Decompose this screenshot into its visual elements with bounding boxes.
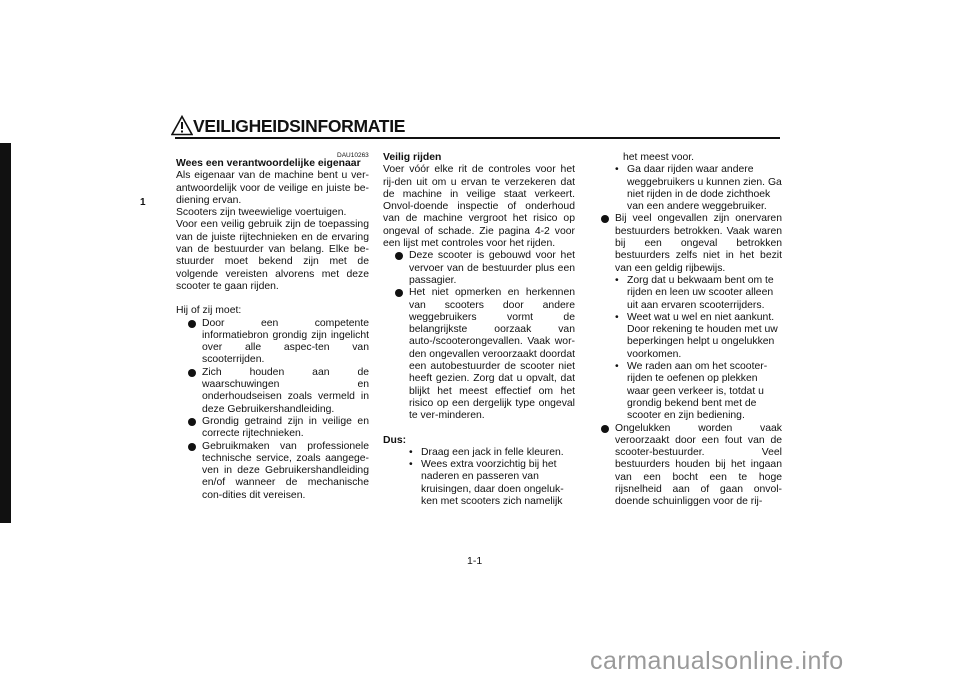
section-heading: Wees een verantwoordelijke eigenaar (176, 158, 361, 169)
watermark-footer: carmanualsonline.info (590, 647, 844, 675)
list-item: • We raden aan om het scooter-rijden te oefenen op plekken waar geen verkeer is, totdat u grondig bekend bent met de scooter en zijn bediening. (615, 361, 768, 422)
bullet-dot-icon (601, 215, 609, 223)
list-item: • Ga daar rijden waar andere weggebruikers u kunnen zien. Ga niet rijden in de dode zichthoek van een andere weggebruiker. (615, 164, 782, 213)
list-item: • Weet wat u wel en niet aankunt. Door rekening te houden met uw beperkingen helpt u ongelukken voorkomen. (615, 311, 778, 360)
list-item: Grondig getraind zijn in veilige en correcte rijtechnieken. (186, 416, 369, 441)
document-code: DAU10263 (337, 152, 369, 159)
list-item: Bij veel ongevallen zijn onervaren bestuurders betrokken. Vaak waren bij een ongeval betrokken bestuurders zelfs niet in het bezit van een geldig rijbewijs. (599, 213, 782, 274)
list-item: Het niet opmerken en herkennen van scooters door andere weggebruikers vormt de belangrijkste oorzaak van auto-/scooterongevallen. Vaak wor-den ongevallen veroorzaakt doordat een autobestuurder de scooter niet heeft gezien. Zorg dat u opvalt, dat blijkt het meest effectief om het risico op een dergelijk type ongeval te ver-minderen. (393, 287, 575, 422)
bullet-dot-icon (188, 320, 196, 328)
bullet-dot-icon (395, 289, 403, 297)
list-item: • Draag een jack in felle kleuren. (409, 446, 564, 458)
bullet-dot-icon (395, 252, 403, 260)
title-rule (175, 137, 780, 139)
bullet-dot-icon (188, 369, 196, 377)
list-item: Gebruikmaken van professionele technische service, zoals aangege-ven in deze Gebruikershandleiding en/of wanneer de mechanische con-dities dit vereisen. (186, 441, 369, 502)
column-2 (383, 152, 575, 508)
list-item: Door een competente informatiebron grondig zijn ingelicht over alle aspec-ten van scooterrijden. (186, 318, 369, 367)
paragraph: Voer vóór elke rit de controles voor het rij-den uit om u ervan te verzekeren dat de machine in veilige staat verkeert. Onvol-doende inspectie of onderhoud van de machine vergroot het risico op ongeval of schade. Zie pagina 4-2 voor een lijst met controles voor het rijden. (383, 164, 575, 250)
bullet-dot-icon (188, 418, 196, 426)
paragraph: Scooters zijn tweewielige voertuigen. (176, 207, 347, 219)
warning-triangle-icon (171, 115, 193, 136)
section-heading: Veilig rijden (383, 152, 442, 163)
page-title: VEILIGHEIDSINFORMATIE (193, 116, 406, 136)
column-1 (176, 158, 369, 502)
bullet-dot-icon (601, 425, 609, 433)
page-number: 1-1 (467, 555, 483, 567)
list-item: Ongelukken worden vaak veroorzaakt door een fout van de scooter-bestuurder. Veel bestuurders houden bij het ingaan van een bocht een te hoge rijsnelheid aan of gaan onvol-doende schuinliggen voor de rij- (599, 423, 782, 509)
bullet-icon: • (615, 164, 619, 176)
list-item: Zich houden aan de waarschuwingen en onderhoudseisen zoals vermeld in deze Gebruikershandleiding. (186, 367, 369, 416)
list-item: • Zorg dat u bekwaam bent om te rijden en leen uw scooter alleen uit aan ervaren scooterrijders. (615, 274, 774, 311)
bullet-dot-icon (188, 443, 196, 451)
bullet-icon: • (615, 311, 619, 323)
dus-label: Dus: (383, 434, 407, 446)
bullet-icon: • (409, 459, 413, 471)
chapter-tab (0, 143, 11, 523)
paragraph: Hij of zij moet: (176, 305, 242, 317)
paragraph: het meest voor. (623, 152, 695, 163)
list-item: Deze scooter is gebouwd voor het vervoer van de bestuurder plus een passagier. (393, 250, 575, 287)
bullet-icon: • (615, 361, 619, 373)
paragraph: Als eigenaar van de machine bent u ver-antwoordelijk voor de veilige en juiste be-diening ervan. (176, 170, 369, 206)
column-3 (599, 152, 782, 509)
chapter-number: 1 (140, 197, 146, 208)
bullet-icon: • (409, 446, 413, 458)
paragraph: Voor een veilig gebruik zijn de toepassing van de juiste rijtechnieken en de ervaring van de bestuurder van belang. Elke be-stuurder moet bekend zijn met de volgende vereisten alvorens met deze scooter te gaan rijden. (176, 219, 369, 292)
list-item: • Wees extra voorzichtig bij het naderen en passeren van kruisingen, daar doen ongeluk-ken met scooters zich namelijk (409, 459, 564, 508)
bullet-icon: • (615, 274, 619, 286)
